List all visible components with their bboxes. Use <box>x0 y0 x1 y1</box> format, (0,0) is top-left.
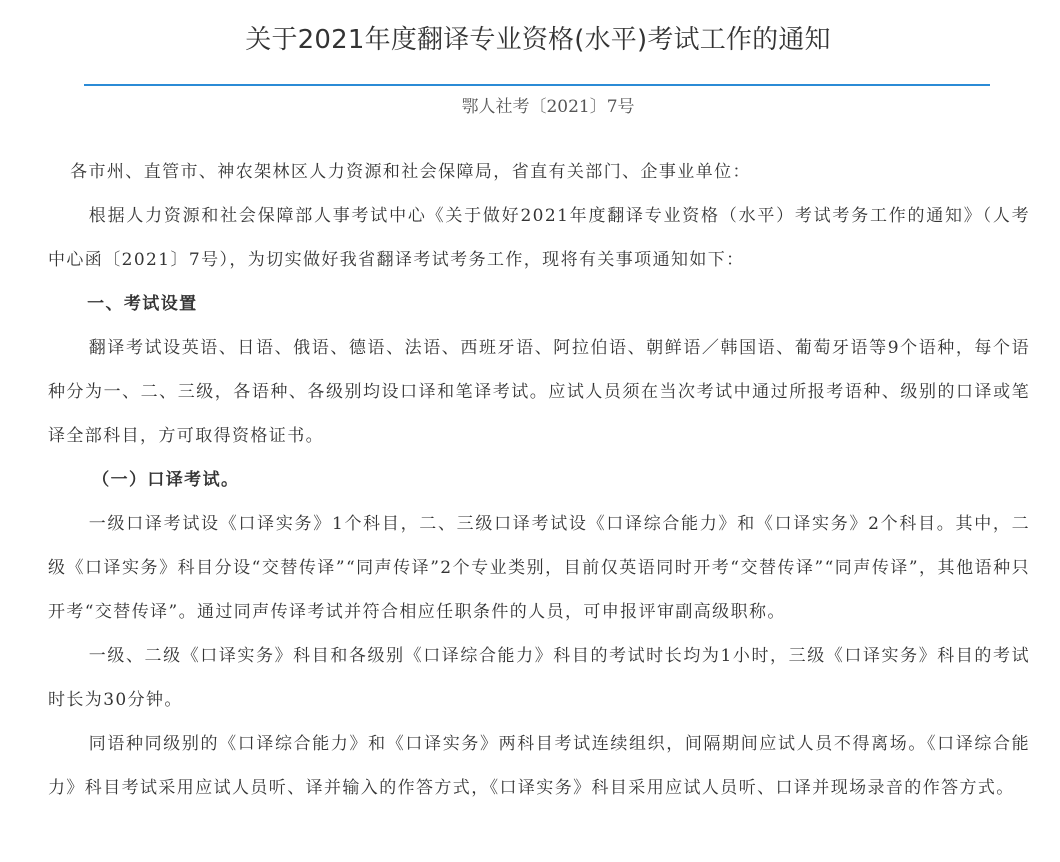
subsection-heading-interpretation: （一）口译考试。 <box>92 470 240 490</box>
document-number: 鄂人社考〔2021〕7号 <box>461 97 635 117</box>
section-heading-exam-setup: 一、考试设置 <box>87 294 198 314</box>
interpretation-duration-paragraph: 一级、二级《口译实务》科目和各级别《口译综合能力》科目的考试时长均为1小时，三级《口译实务》科目的考试时长为30分钟。 <box>48 646 1030 710</box>
title-divider <box>84 84 990 86</box>
intro-paragraph: 根据人力资源和社会保障部人事考试中心《关于做好2021年度翻译专业资格（水平）考试考务工作的通知》（人考中心函〔2021〕7号），为切实做好我省翻译考试考务工作，现将有关事项通知如下： <box>48 206 1030 270</box>
salutation: 各市州、直管市、神农架林区人力资源和社会保障局，省直有关部门、企事业单位： <box>70 162 751 182</box>
notice-body <box>48 150 1030 810</box>
page-title: 关于2021年度翻译专业资格(水平)考试工作的通知 <box>245 25 831 55</box>
interpretation-format-paragraph: 同语种同级别的《口译综合能力》和《口译实务》两科目考试连续组织，间隔期间应试人员不得离场。《口译综合能力》科目考试采用应试人员听、译并输入的作答方式，《口译实务》科目采用应试人员听、口译并现场录音的作答方式。 <box>48 734 1030 798</box>
exam-setup-paragraph: 翻译考试设英语、日语、俄语、德语、法语、西班牙语、阿拉伯语、朝鲜语／韩国语、葡萄牙语等9个语种，每个语种分为一、二、三级，各语种、各级别均设口译和笔译考试。应试人员须在当次考试中通过所报考语种、级别的口译或笔译全部科目，方可取得资格证书。 <box>48 338 1030 446</box>
interpretation-subjects-paragraph: 一级口译考试设《口译实务》1个科目，二、三级口译考试设《口译综合能力》和《口译实务》2个科目。其中，二级《口译实务》科目分设“交替传译”“同声传译”2个专业类别，目前仅英语同时开考“交替传译”“同声传译”，其他语种只开考“交替传译”。通过同声传译考试并符合相应任职条件的人员，可申报评审副高级职称。 <box>48 514 1030 622</box>
